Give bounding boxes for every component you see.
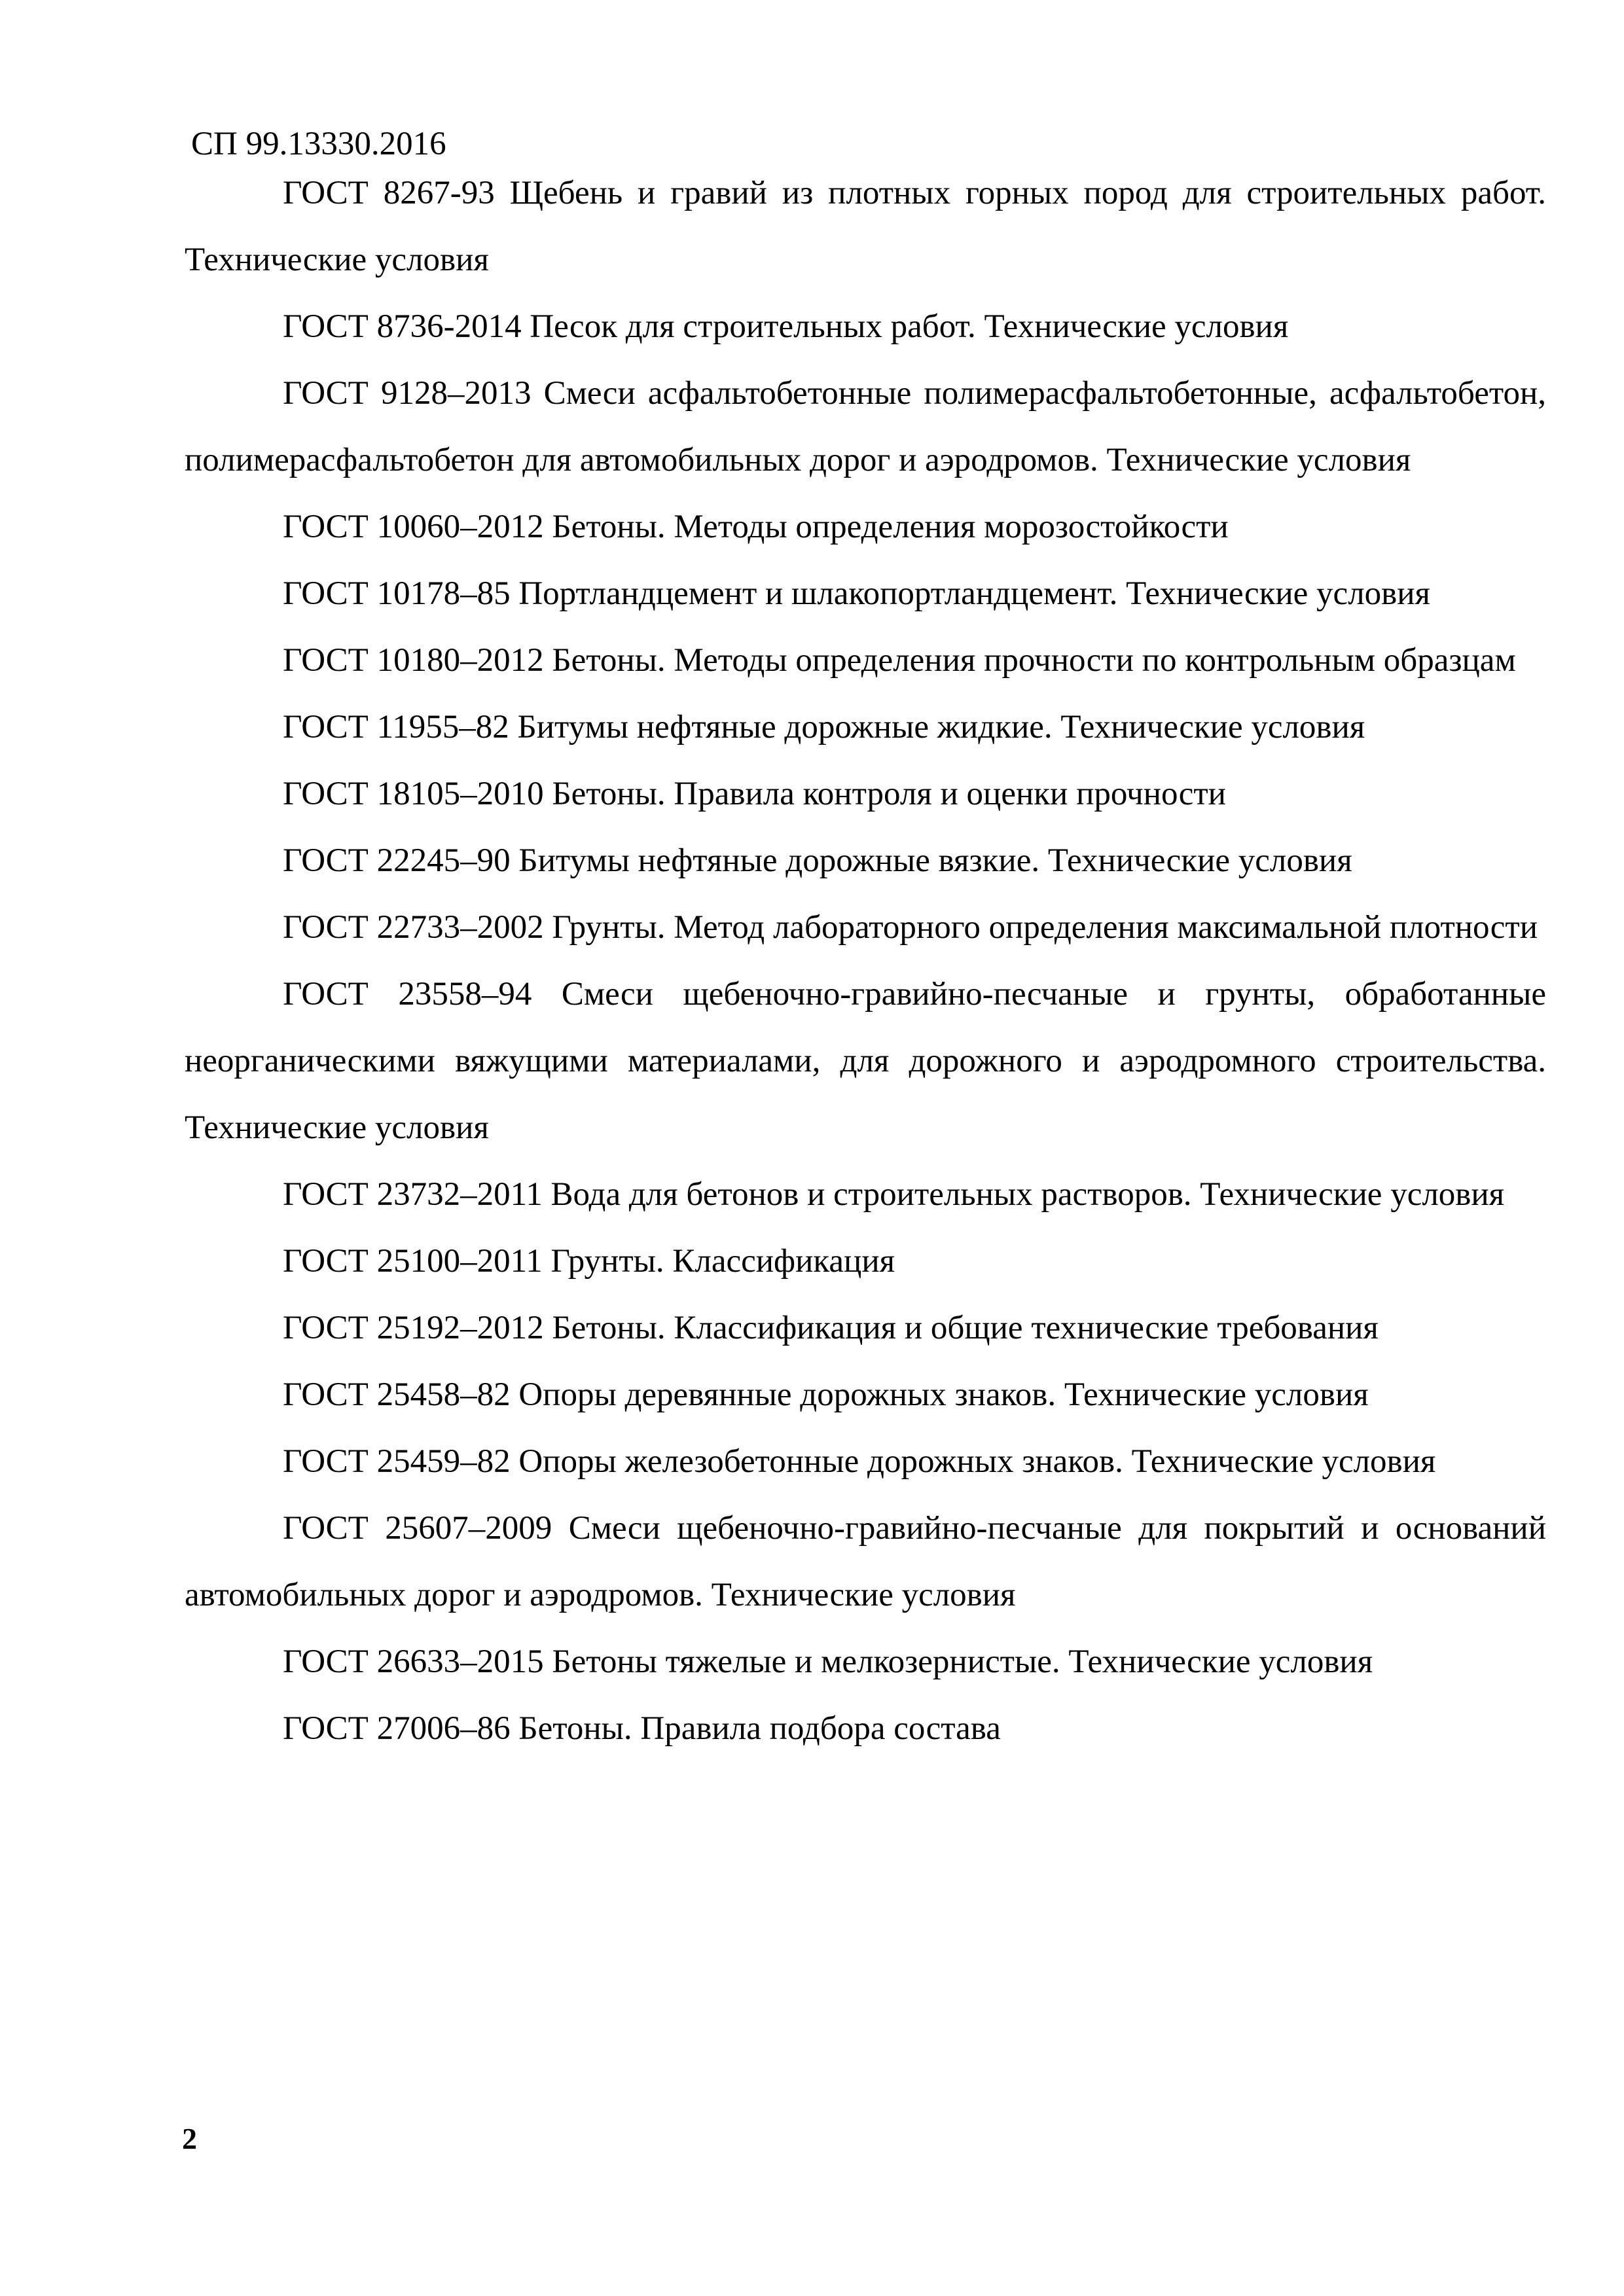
- reference-item: ГОСТ 25458–82 Опоры деревянные дорожных знаков. Технические условия: [283, 1376, 1369, 1413]
- document-code-header: СП 99.13330.2016: [191, 126, 446, 162]
- reference-item: ГОСТ 22245–90 Битумы нефтяные дорожные вязкие. Технические условия: [283, 842, 1352, 879]
- reference-item: ГОСТ 25459–82 Опоры железобетонные дорожных знаков. Технические условия: [283, 1443, 1436, 1480]
- reference-item: ГОСТ 9128–2013 Смеси асфальтобетонные полимерасфальтобетонные, асфальтобетон, полимерасфальтобетон для автомобильных дорог и аэродромов. Технические условия: [185, 375, 1546, 478]
- reference-item: ГОСТ 23732–2011 Вода для бетонов и строительных растворов. Технические условия: [283, 1176, 1505, 1213]
- reference-item: ГОСТ 25100–2011 Грунты. Классификация: [283, 1243, 895, 1280]
- reference-item: ГОСТ 10180–2012 Бетоны. Методы определения прочности по контрольным образцам: [283, 642, 1516, 679]
- reference-item: ГОСТ 11955–82 Битумы нефтяные дорожные жидкие. Технические условия: [283, 709, 1365, 745]
- reference-item: ГОСТ 27006–86 Бетоны. Правила подбора состава: [283, 1710, 1001, 1747]
- reference-item: ГОСТ 8267-93 Щебень и гравий из плотных горных пород для строительных работ. Технические условия: [185, 175, 1546, 278]
- reference-item: ГОСТ 25192–2012 Бетоны. Классификация и общие технические требования: [283, 1310, 1379, 1346]
- reference-item: ГОСТ 10178–85 Портландцемент и шлакопортландцемент. Технические условия: [283, 575, 1430, 612]
- normative-references-list: [185, 160, 1546, 1762]
- reference-item: ГОСТ 25607–2009 Смеси щебеночно-гравийно-песчаные для покрытий и оснований автомобильных дорог и аэродромов. Технические условия: [185, 1510, 1546, 1613]
- page-number: 2: [182, 2122, 197, 2155]
- reference-item: ГОСТ 22733–2002 Грунты. Метод лабораторного определения максимальной плотности: [283, 909, 1538, 946]
- reference-item: ГОСТ 10060–2012 Бетоны. Методы определения морозостойкости: [283, 509, 1229, 545]
- reference-item: ГОСТ 8736-2014 Песок для строительных работ. Технические условия: [283, 308, 1289, 345]
- reference-item: ГОСТ 18105–2010 Бетоны. Правила контроля и оценки прочности: [283, 776, 1226, 812]
- reference-item: ГОСТ 23558–94 Смеси щебеночно-гравийно-песчаные и грунты, обработанные неорганическими вяжущими материалами, для дорожного и аэродромного строительства. Технические условия: [185, 976, 1546, 1146]
- reference-item: ГОСТ 26633–2015 Бетоны тяжелые и мелкозернистые. Технические условия: [283, 1643, 1373, 1680]
